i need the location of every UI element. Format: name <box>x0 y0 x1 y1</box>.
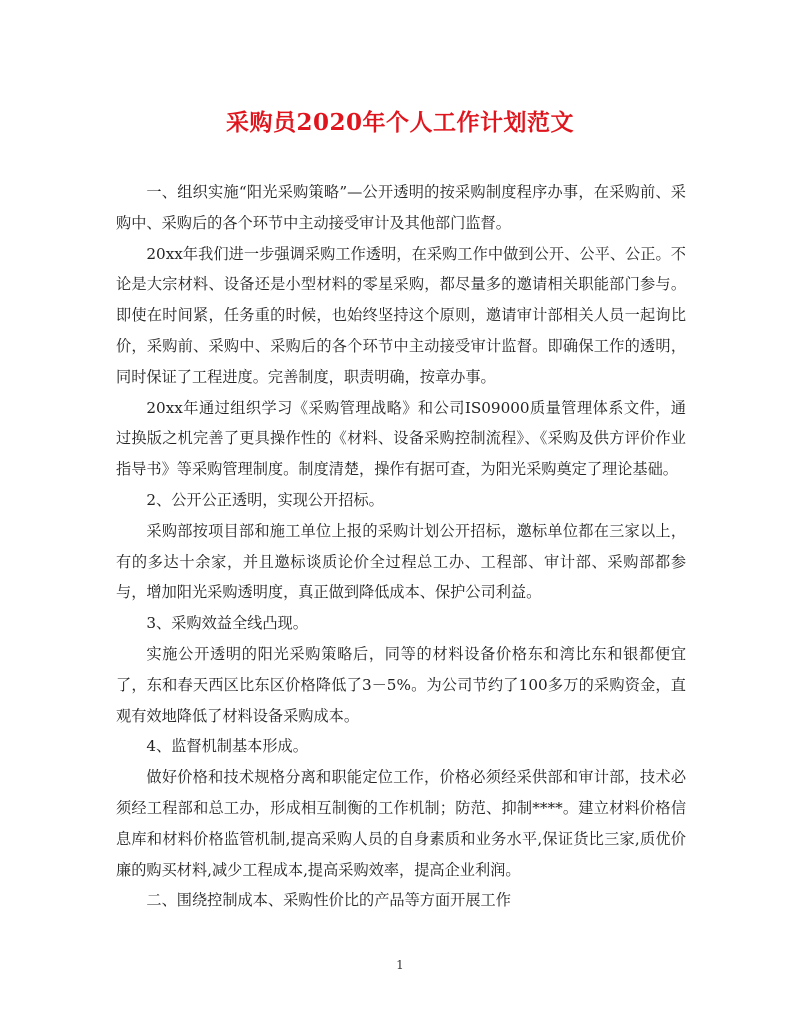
paragraph-1: 一、组织实施“阳光采购策略”—公开透明的按采购制度程序办事，在采购前、采购中、采购后的各个环节中主动接受审计及其他部门监督。 <box>116 183 686 232</box>
page-number: 1 <box>396 958 404 972</box>
document-title: 采购员2020年个人工作计划范文 <box>225 109 574 136</box>
document-body <box>116 177 686 916</box>
paragraph-9: 做好价格和技术规格分离和职能定位工作，价格必须经采供部和审计部，技术必须经工程部和总工办，形成相互制衡的工作机制；防范、抑制****。建立材料价格信息库和材料价格监管机制,提高采购人员的自身素质和业务水平,保证货比三家,质优价廉的购买材料,减少工程成本,提高采购效率，提高企业利润。 <box>116 768 686 879</box>
paragraph-7: 实施公开透明的阳光采购策略后，同等的材料设备价格东和湾比东和银都便宜了，东和春天西区比东区价格降低了3－5%。为公司节约了100多万的采购资金，直观有效地降低了材料设备采购成本。 <box>116 644 686 725</box>
paragraph-6: 3、采购效益全线凸现。 <box>146 614 308 633</box>
paragraph-5: 采购部按项目部和施工单位上报的采购计划公开招标，邀标单位都在三家以上，有的多达十余家，并且邀标谈质论价全过程总工办、工程部、审计部、采购部都参与，增加阳光采购透明度，真正做到降低成本、保护公司利益。 <box>116 521 686 602</box>
paragraph-10: 二、围绕控制成本、采购性价比的产品等方面开展工作 <box>146 891 511 910</box>
paragraph-2: 20xx年我们进一步强调采购工作透明，在采购工作中做到公开、公平、公正。不论是大宗材料、设备还是小型材料的零星采购，都尽量多的邀请相关职能部门参与。即使在时间紧，任务重的时候，也始终坚持这个原则，邀请审计部相关人员一起询比价，采购前、采购中、采购后的各个环节中主动接受审计监督。即确保工作的透明，同时保证了工程进度。完善制度，职责明确，按章办事。 <box>116 244 686 386</box>
paragraph-4: 2、公开公正透明，实现公开招标。 <box>146 490 384 509</box>
paragraph-3: 20xx年通过组织学习《采购管理战略》和公司IS09000质量管理体系文件，通过换版之机完善了更具操作性的《材料、设备采购控制流程》、《采购及供方评价作业指导书》等采购管理制度。制度清楚，操作有据可查，为阳光采购奠定了理论基础。 <box>116 398 686 479</box>
paragraph-8: 4、监督机制基本形成。 <box>146 737 308 756</box>
